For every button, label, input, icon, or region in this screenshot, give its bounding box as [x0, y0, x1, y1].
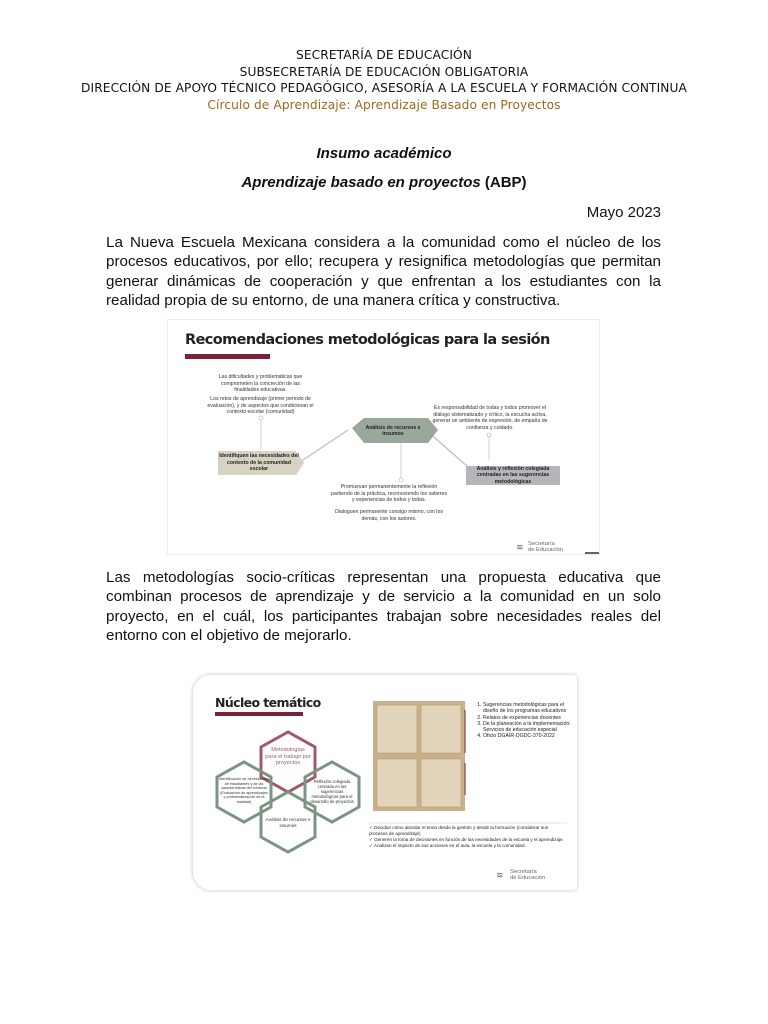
header-secretaria: SECRETARÍA DE EDUCACIÓN — [296, 48, 472, 62]
slide1-note-responsabilidad: Es responsabilidad de todas y todos promover el diálogo sistematizado y crítico, la escucha activa, generar un ambiente de expresión, de empatía de confianza y cuidado. — [432, 405, 548, 431]
doc-heading: Insumo académico — [316, 145, 452, 162]
doc-subtitle-plain: (ABP) — [480, 174, 527, 191]
doc-subtitle — [0, 174, 768, 191]
slide-recomendaciones — [167, 319, 600, 555]
check-icon: ✓ — [369, 843, 374, 848]
resource-item: 1. Sugerencias metodológicas para el diseño de los programas educativos — [483, 702, 577, 715]
slide1-logo-text: Secretaría de Educación — [528, 541, 564, 554]
check-icon: ✓ — [369, 837, 375, 842]
slide1-box-analisis-reflexion: Análisis y reflexión colegiada centradas en las sugerencias metodológicas — [476, 465, 550, 485]
slide2-title: Núcleo temático — [215, 695, 321, 710]
resource-item: 2. Relatos de experiencias docentes — [483, 715, 577, 721]
slide1-note-reflexion: Promuevan permanentemente la reflexión partiendo de la práctica, reconociendo los saberes y experiencias de todos y todas. — [331, 484, 447, 504]
check-item: ✓ Analizan el impacto de sus acciones en el aula, la escuela y la comunidad. — [369, 843, 526, 848]
header-circulo: Círculo de Aprendizaje: Aprendizaje Basado en Proyectos — [207, 98, 561, 112]
doc-date: Mayo 2023 — [586, 204, 661, 221]
hex-identificacion: Identificación de necesidades de estudiantes y de las características del contexto (Evaluación de aprendizajes y problematización de la realidad) — [219, 777, 269, 804]
slide1-footer-bar — [585, 552, 600, 554]
secretaria-logo-icon: ≋ — [516, 542, 524, 552]
doc-subtitle-italic: Aprendizaje basado en proyectos — [241, 174, 481, 191]
slide1-box-identifiquen: Identifiquen las necesidades del contexto de la comunidad escolar — [219, 453, 299, 473]
slide1-note-problematicas: Las dificultades y problemáticas que comprometen la concreción de las finalidades educativas. — [218, 374, 303, 394]
paragraph-intro: La Nueva Escuela Mexicana considera a la comunidad como el núcleo de los procesos educativos, por ello; recupera y resignifica metodologías que permitan generar dinámicas de cooperación y que enfrentan a los estudiantes con la realidad propia de su entorno, de una manera crítica y constructiva. — [106, 234, 661, 310]
hex-reflexion: Reflexión colegiada centrada en las sugerencias metodológicas para el desarrollo de proyectos — [310, 779, 354, 804]
slide1-note-dialoguen: Dialoguen permanente consigo mismo, con los demás, con los autores. — [335, 509, 443, 522]
slide2-logo-text: Secretaría de Educación — [510, 869, 546, 882]
slide1-title: Recomendaciones metodológicas para la sesión — [185, 332, 550, 348]
resource-item: 3. De la planeación a la implementación: Servicios de educación especial — [483, 721, 577, 734]
check-item: ✓ Decidan cómo abordar el tema desde la gestión y desde la formación (considerar sus procesos de aprendizaje) — [369, 825, 549, 836]
slide-nucleo-tematico — [193, 675, 577, 890]
slide2-checklist — [369, 825, 564, 849]
secretaria-logo-icon: ≋ — [496, 870, 504, 880]
slide1-box-analisis-recursos: Análisis de recursos e insumos — [365, 424, 421, 437]
check-item: ✓ Generen la toma de decisiones en función de las necesidades de la escuela y el aprendizaje. — [369, 837, 564, 842]
resource-item: 4. Oficio DGAIR-DGDC-370-2022 — [483, 733, 577, 739]
header-subsecretaria: SUBSECRETARÍA DE EDUCACIÓN OBLIGATORIA — [239, 65, 529, 79]
slide2-resources-list — [473, 702, 577, 740]
hex-metodologias: Metodologías para el trabajo por proyectos — [265, 747, 311, 767]
check-icon: ✓ — [369, 825, 375, 830]
paragraph-metodologias: Las metodologías socio-críticas representan una propuesta educativa que combinan procesos de aprendizaje y de servicio a la comunidad en un solo proyecto, en el cuál, los participantes trabajan sobre necesidades reales del entorno con el objetivo de mejorarlo. — [106, 569, 661, 645]
slide1-note-retos: Los retos de aprendizaje (primer periodo de evaluación), y de aspectos que condicionan el contexto escolar (comunidad) — [207, 396, 314, 416]
header-direccion: DIRECCIÓN DE APOYO TÉCNICO PEDAGÓGICO, ASESORÍA A LA ESCUELA Y FORMACIÓN CONTINUA — [81, 81, 687, 95]
hex-analisis: Análisis de recursos e insumos — [265, 817, 311, 828]
